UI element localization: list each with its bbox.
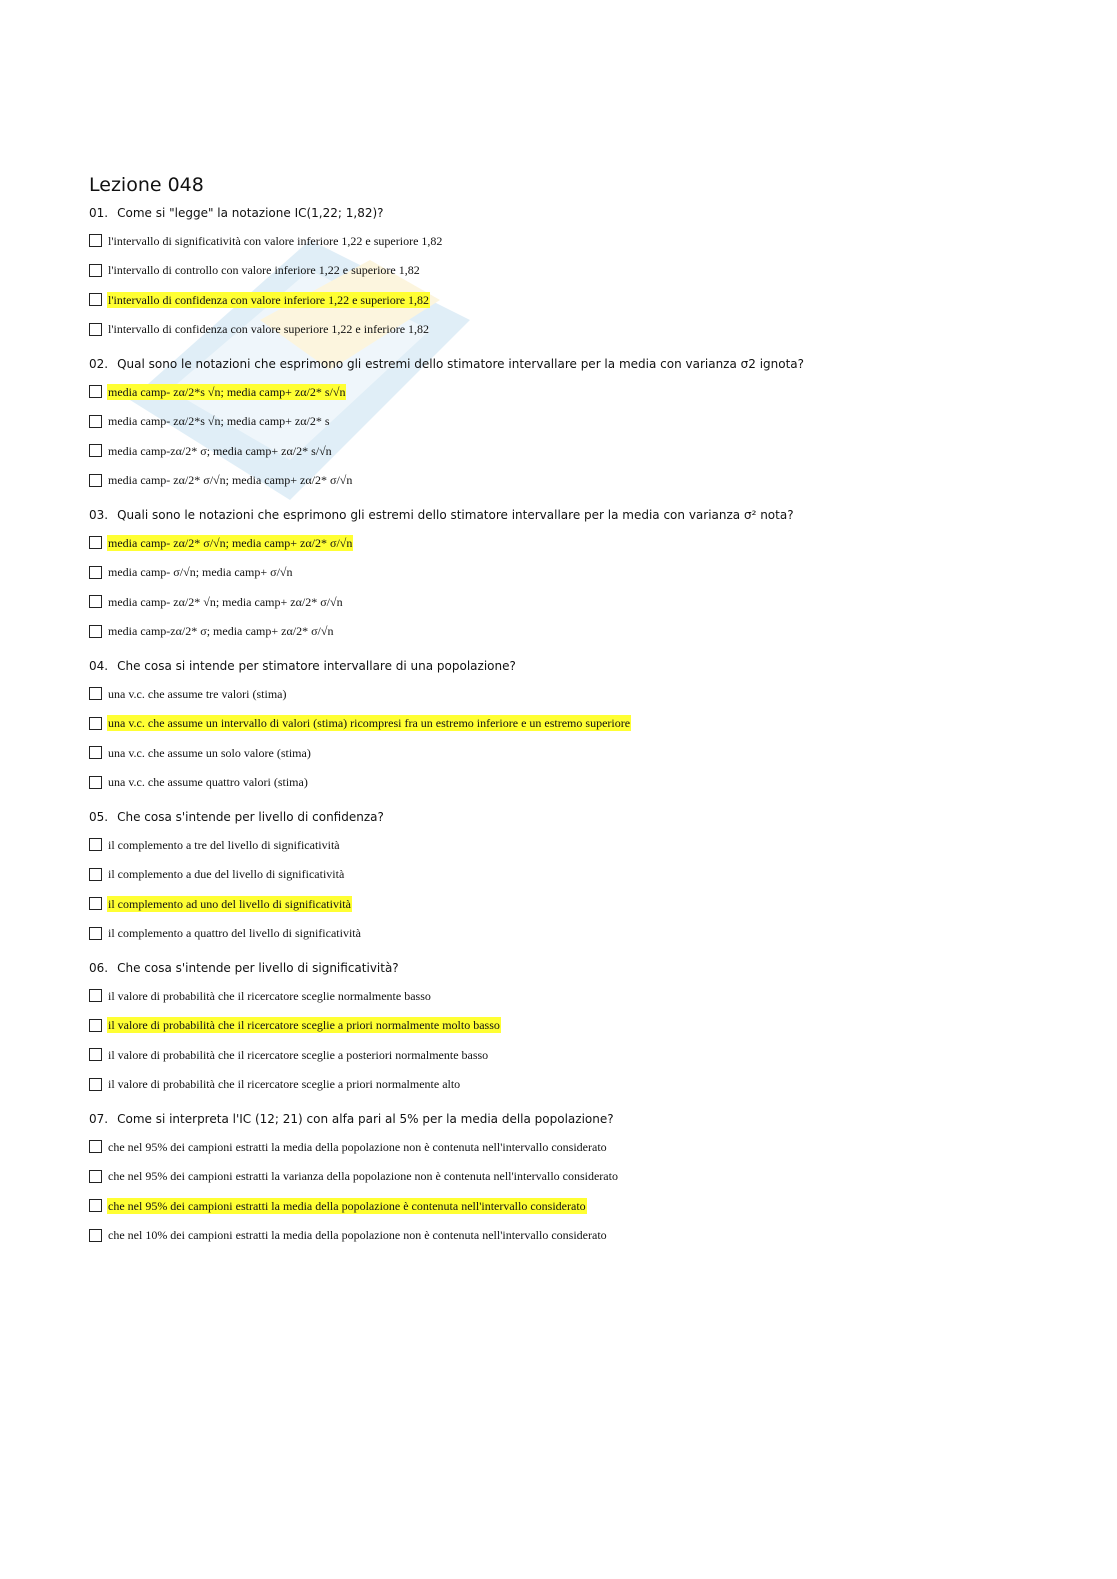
answer-checkbox[interactable] [89,1140,102,1153]
answer-option[interactable] [89,1221,1049,1251]
answer-checkbox[interactable] [89,1199,102,1212]
answer-checkbox[interactable] [89,838,102,851]
answer-label-highlighted: il complemento ad uno del livello di significatività [108,896,351,911]
answer-checkbox[interactable] [89,897,102,910]
answer-option[interactable] [89,407,1049,437]
answer-label: il valore di probabilità che il ricercatore sceglie a priori normalmente alto [108,1077,461,1092]
question-text [89,204,1049,222]
answer-checkbox[interactable] [89,474,102,487]
answer-option[interactable] [89,315,1049,345]
question-1 [89,204,1049,344]
answer-label: che nel 10% dei campioni estratti la media della popolazione non è contenuta nell'intervallo considerato [108,1228,607,1243]
answer-checkbox[interactable] [89,746,102,759]
answer-checkbox[interactable] [89,536,102,549]
question-number: 06. [89,961,109,975]
answer-label-highlighted: che nel 95% dei campioni estratti la media della popolazione è contenuta nell'intervallo considerato [108,1198,586,1213]
answer-checkbox[interactable] [89,776,102,789]
question-number: 05. [89,810,109,824]
answer-checkbox[interactable] [89,868,102,881]
answer-label: il valore di probabilità che il ricercatore sceglie normalmente basso [108,988,431,1003]
document-page [89,172,1049,1250]
answer-label: l'intervallo di controllo con valore inferiore 1,22 e superiore 1,82 [108,263,420,278]
lesson-title: Lezione 048 [89,174,204,196]
answer-label: che nel 95% dei campioni estratti la varianza della popolazione non è contenuta nell'intervallo considerato [108,1169,618,1184]
answer-label: media camp- zα/2* σ/√n; media camp+ zα/2* σ/√n [108,473,353,488]
question-5 [89,808,1049,948]
question-spacer [89,797,1049,808]
answer-option[interactable] [89,679,1049,709]
answer-label-highlighted: media camp- zα/2* σ/√n; media camp+ zα/2* σ/√n [108,535,353,550]
answer-checkbox[interactable] [89,444,102,457]
answer-option[interactable] [89,738,1049,768]
answer-label-highlighted: una v.c. che assume un intervallo di valori (stima) ricompresi fra un estremo inferiore e un estremo superiore [108,716,631,731]
answer-option[interactable] [89,981,1049,1011]
question-number: 07. [89,1112,109,1126]
answer-checkbox[interactable] [89,717,102,730]
answer-checkbox[interactable] [89,566,102,579]
question-text [89,959,1049,977]
question-spacer [89,1099,1049,1110]
answer-label: media camp-zα/2* σ; media camp+ zα/2* σ/√n [108,624,334,639]
answer-label-highlighted: media camp- zα/2*s √n; media camp+ zα/2* s/√n [108,384,346,399]
answer-label: media camp- zα/2*s √n; media camp+ zα/2* s [108,414,330,429]
answer-label: una v.c. che assume tre valori (stima) [108,686,287,701]
question-number: 02. [89,357,109,371]
answer-checkbox[interactable] [89,1019,102,1032]
answer-option[interactable] [89,1162,1049,1192]
question-number: 01. [89,206,109,220]
answer-option[interactable] [89,919,1049,949]
answer-option[interactable] [89,436,1049,466]
question-text [89,355,1049,373]
answer-option[interactable] [89,768,1049,798]
answer-label: che nel 95% dei campioni estratti la media della popolazione non è contenuta nell'intervallo considerato [108,1139,607,1154]
answer-checkbox[interactable] [89,1078,102,1091]
answer-label: il valore di probabilità che il ricercatore sceglie a posteriori normalmente basso [108,1047,489,1062]
answer-option[interactable] [89,285,1049,315]
question-number: 03. [89,508,109,522]
answer-label-highlighted: l'intervallo di confidenza con valore inferiore 1,22 e superiore 1,82 [108,292,430,307]
question-3 [89,506,1049,646]
question-spacer [89,495,1049,506]
question-spacer [89,646,1049,657]
answer-checkbox[interactable] [89,385,102,398]
answer-checkbox[interactable] [89,293,102,306]
answer-option[interactable] [89,377,1049,407]
answer-checkbox[interactable] [89,264,102,277]
answer-checkbox[interactable] [89,415,102,428]
answer-checkbox[interactable] [89,595,102,608]
question-text [89,506,1049,524]
answer-checkbox[interactable] [89,989,102,1002]
answer-label: il complemento a due del livello di significatività [108,867,345,882]
answer-option[interactable] [89,1040,1049,1070]
answer-checkbox[interactable] [89,1170,102,1183]
question-text [89,1110,1049,1128]
answer-checkbox[interactable] [89,323,102,336]
answer-label: una v.c. che assume un solo valore (stima) [108,745,311,760]
answer-label: il complemento a tre del livello di significatività [108,837,340,852]
question-list [89,204,1049,1250]
answer-label-highlighted: il valore di probabilità che il ricercatore sceglie a priori normalmente molto basso [108,1018,500,1033]
answer-label: l'intervallo di significatività con valore inferiore 1,22 e superiore 1,82 [108,233,443,248]
question-number: 04. [89,659,109,673]
question-label: Che cosa si intende per stimatore intervallare di una popolazione? [117,659,516,673]
question-7 [89,1110,1049,1250]
question-label: Che cosa s'intende per livello di confidenza? [117,810,384,824]
answer-label: media camp-zα/2* σ; media camp+ zα/2* s/√n [108,443,332,458]
answer-option[interactable] [89,587,1049,617]
answer-label: l'intervallo di confidenza con valore superiore 1,22 e inferiore 1,82 [108,322,430,337]
answer-option[interactable] [89,1132,1049,1162]
question-label: Come si "legge" la notazione IC(1,22; 1,82)? [117,206,384,220]
answer-option[interactable] [89,1191,1049,1221]
question-spacer [89,948,1049,959]
answer-option[interactable] [89,1070,1049,1100]
question-label: Che cosa s'intende per livello di significatività? [117,961,399,975]
answer-label: media camp- σ/√n; media camp+ σ/√n [108,565,293,580]
question-label: Qual sono le notazioni che esprimono gli estremi dello stimatore intervallare per la media con varianza σ2 ignota? [117,357,805,371]
answer-checkbox[interactable] [89,1229,102,1242]
question-label: Quali sono le notazioni che esprimono gli estremi dello stimatore intervallare per la media con varianza σ² nota? [117,508,794,522]
question-2 [89,355,1049,495]
answer-label: media camp- zα/2* √n; media camp+ zα/2* σ/√n [108,594,343,609]
answer-option[interactable] [89,558,1049,588]
answer-label: il complemento a quattro del livello di significatività [108,926,361,941]
question-text [89,657,1049,675]
answer-option[interactable] [89,466,1049,496]
question-4 [89,657,1049,797]
answer-checkbox[interactable] [89,687,102,700]
answer-option[interactable] [89,889,1049,919]
question-6 [89,959,1049,1099]
answer-option[interactable] [89,830,1049,860]
answer-option[interactable] [89,528,1049,558]
answer-checkbox[interactable] [89,927,102,940]
answer-option[interactable] [89,226,1049,256]
answer-option[interactable] [89,256,1049,286]
answer-checkbox[interactable] [89,625,102,638]
answer-option[interactable] [89,617,1049,647]
answer-checkbox[interactable] [89,1048,102,1061]
question-spacer [89,344,1049,355]
question-label: Come si interpreta l'IC (12; 21) con alfa pari al 5% per la media della popolazione? [117,1112,614,1126]
answer-label: una v.c. che assume quattro valori (stima) [108,775,308,790]
answer-option[interactable] [89,1011,1049,1041]
question-text [89,808,1049,826]
answer-option[interactable] [89,860,1049,890]
answer-option[interactable] [89,709,1049,739]
answer-checkbox[interactable] [89,234,102,247]
